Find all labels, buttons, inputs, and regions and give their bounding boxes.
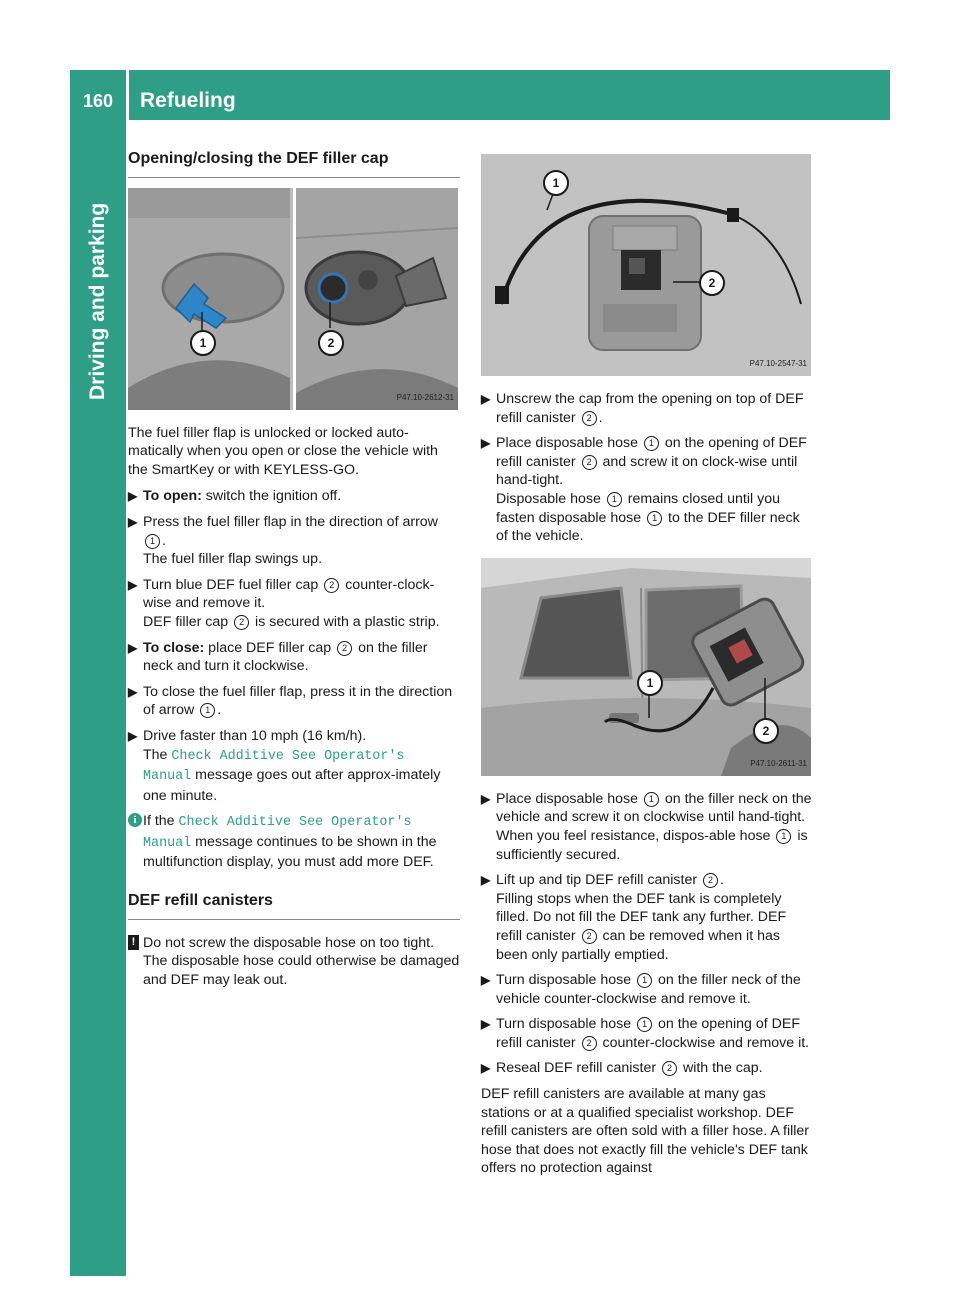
- step-remove-hose-neck: [481, 971, 813, 1008]
- figure-callout-2: 2: [753, 718, 779, 744]
- step-text: Reseal DEF refill canister: [496, 1060, 660, 1077]
- step-text: on the filler neck of the vehicle counter-clockwise and remove it.: [496, 972, 801, 1007]
- canister-hose-figure: [481, 154, 811, 376]
- figure-callout-1: 1: [190, 330, 216, 356]
- step-text: place DEF filler cap: [204, 639, 336, 656]
- section-heading-filler-cap: Opening/closing the DEF filler cap: [128, 150, 460, 178]
- step-text: Disposable hose: [496, 490, 605, 507]
- step-text: Press the fuel filler flap in the direction of arrow: [143, 513, 438, 530]
- header-divider: [126, 70, 129, 120]
- step-text: with the cap.: [679, 1060, 763, 1077]
- step-text: can be removed when it has been only partially emptied.: [496, 927, 780, 963]
- step-text: Turn blue DEF fuel filler cap: [143, 576, 323, 593]
- step-to-close: [128, 639, 460, 676]
- step-lift-canister: [481, 871, 813, 964]
- step-text: remains closed until you fasten disposable hose: [496, 490, 780, 526]
- page-number: 160: [82, 91, 114, 111]
- step-arrow-icon: ▶: [128, 728, 138, 743]
- filler-cap-figure: [128, 188, 458, 410]
- filler-cap-illustration: [128, 188, 458, 410]
- intro-paragraph: The fuel filler flap is unlocked or locked auto-matically when you open or close the vehicle with the SmartKey or with KEYLESS-GO.: [128, 424, 438, 478]
- figure-callout-1: 1: [637, 670, 663, 696]
- step-arrow-icon: ▶: [128, 684, 138, 699]
- step-drive-faster: [128, 727, 460, 805]
- step-reseal: [481, 1059, 813, 1078]
- figure-callout-2: 2: [699, 270, 725, 296]
- step-text: .: [217, 702, 222, 719]
- callout-number: 1: [200, 703, 215, 718]
- callout-number: 2: [337, 641, 352, 656]
- callout-number: 1: [776, 829, 791, 844]
- figure-callout-1: 1: [543, 170, 569, 196]
- step-subtext: [143, 613, 460, 632]
- callout-number: 1: [637, 973, 652, 988]
- refilling-figure: [481, 558, 811, 776]
- step-text: DEF filler cap: [143, 613, 233, 630]
- step-close-flap: [128, 683, 460, 720]
- step-text: on the filler neck and turn it clockwise.: [143, 639, 428, 675]
- chapter-title: Refueling: [140, 89, 236, 112]
- display-message: Check Additive See Operator's Manual: [143, 815, 412, 851]
- callout-number: 2: [703, 873, 718, 888]
- step-place-hose-canister: [481, 434, 813, 546]
- callout-number: 1: [145, 534, 160, 549]
- callout-number: 2: [324, 578, 339, 593]
- step-text: Place disposable hose: [496, 435, 642, 452]
- callout-number: 2: [234, 615, 249, 630]
- step-arrow-icon: ▶: [481, 436, 491, 451]
- step-text: .: [598, 409, 603, 426]
- step-subtext: [496, 890, 813, 964]
- step-arrow-icon: ▶: [481, 791, 491, 806]
- step-arrow-icon: ▶: [128, 640, 138, 655]
- callout-number: 1: [644, 436, 659, 451]
- figure-code: P47.10-2611-31: [750, 759, 807, 769]
- step-text: switch the ignition off.: [201, 488, 342, 505]
- step-text: Place disposable hose: [496, 790, 642, 807]
- step-subtext: [496, 490, 813, 546]
- step-text: To close the fuel filler flap, press it in the direction of arrow: [143, 683, 453, 719]
- callout-number: 2: [662, 1061, 677, 1076]
- step-subtext: [143, 746, 460, 806]
- info-note: [128, 812, 460, 872]
- figure-code: P47.10-2547-31: [749, 359, 807, 369]
- figure-code: P47.10-2612-31: [396, 393, 454, 402]
- note-text: If the: [143, 813, 179, 830]
- callout-number: 1: [637, 1017, 652, 1032]
- step-text: Lift up and tip DEF refill canister: [496, 872, 702, 889]
- step-text: Turn disposable hose: [496, 1016, 636, 1033]
- step-label: To open:: [143, 488, 202, 505]
- step-arrow-icon: ▶: [481, 1061, 491, 1076]
- step-text: on the filler neck on the vehicle and screw it on clockwise until hand-tight. When you feel resistance, dispos-able hose: [496, 790, 812, 844]
- step-arrow-icon: ▶: [481, 873, 491, 888]
- step-text: The: [143, 746, 172, 763]
- step-text: is sufficiently secured.: [496, 827, 808, 863]
- step-text: message goes out after approx-imately one minute.: [143, 767, 441, 804]
- step-text: on the opening of DEF refill canister: [496, 435, 807, 470]
- warning-text: Do not screw the disposable hose on too tight. The disposable hose could otherwise be damaged and DEF may leak out.: [143, 934, 460, 988]
- step-arrow-icon: ▶: [128, 514, 138, 529]
- closing-paragraph: DEF refill canisters are available at many gas stations or at a qualified specialist workshop. DEF refill canisters are often sold with a filler hose. A filler hose that does not exactly fill the vehicle's DEF tank offers no protection against: [481, 1086, 810, 1177]
- canister-hose-illustration: [481, 154, 811, 376]
- step-unscrew-cap: [481, 390, 813, 427]
- step-text: .: [720, 872, 724, 889]
- step-text: is secured with a plastic strip.: [251, 613, 440, 630]
- callout-number: 2: [582, 411, 597, 426]
- step-text: counter-clockwise and remove it.: [598, 1034, 810, 1051]
- step-turn-cap: [128, 576, 460, 632]
- step-text: counter-clock-wise and remove it.: [143, 576, 435, 612]
- step-text: .: [162, 532, 166, 549]
- step-subtext: The fuel filler flap swings up.: [143, 551, 323, 568]
- step-text: Filling stops when the DEF tank is completely filled. Do not fill the DEF tank any further. DEF refill canister: [496, 890, 787, 944]
- step-remove-hose-canister: [481, 1015, 813, 1052]
- step-place-hose-neck: [481, 790, 813, 864]
- display-message: Check Additive See Operator's Manual: [143, 748, 405, 785]
- warning-note: [128, 934, 460, 990]
- step-arrow-icon: ▶: [128, 577, 138, 592]
- right-column: [481, 150, 813, 1186]
- step-arrow-icon: ▶: [481, 973, 491, 988]
- step-text: Unscrew the cap from the opening on top of DEF refill canister: [496, 391, 804, 426]
- step-arrow-icon: ▶: [128, 489, 138, 504]
- figure-callout-2: 2: [318, 330, 344, 356]
- left-column: [128, 150, 460, 997]
- step-label: To close:: [143, 639, 205, 656]
- callout-number: 2: [582, 1036, 597, 1051]
- callout-number: 1: [647, 511, 662, 526]
- step-press-flap: [128, 513, 460, 569]
- step-arrow-icon: ▶: [481, 1017, 491, 1032]
- callout-number: 2: [582, 455, 597, 470]
- note-text: message continues to be shown in the multifunction display, you must add more DEF.: [143, 833, 437, 871]
- info-icon: i: [128, 813, 142, 827]
- section-heading-refill-canisters: DEF refill canisters: [128, 892, 460, 920]
- callout-number: 2: [582, 929, 597, 944]
- warning-icon: !: [128, 935, 139, 950]
- step-to-open: [128, 487, 460, 506]
- step-text: Drive faster than 10 mph (16 km/h).: [143, 727, 367, 744]
- step-text: on the opening of DEF refill canister: [496, 1016, 800, 1051]
- step-text: to the DEF filler neck of the vehicle.: [496, 509, 800, 545]
- callout-number: 1: [644, 792, 659, 807]
- step-text: Turn disposable hose: [496, 972, 636, 989]
- callout-number: 1: [607, 492, 622, 507]
- step-text: and screw it on clock-wise until hand-tight.: [496, 453, 798, 489]
- side-tab-label: Driving and parking: [86, 202, 109, 400]
- step-arrow-icon: ▶: [481, 392, 491, 406]
